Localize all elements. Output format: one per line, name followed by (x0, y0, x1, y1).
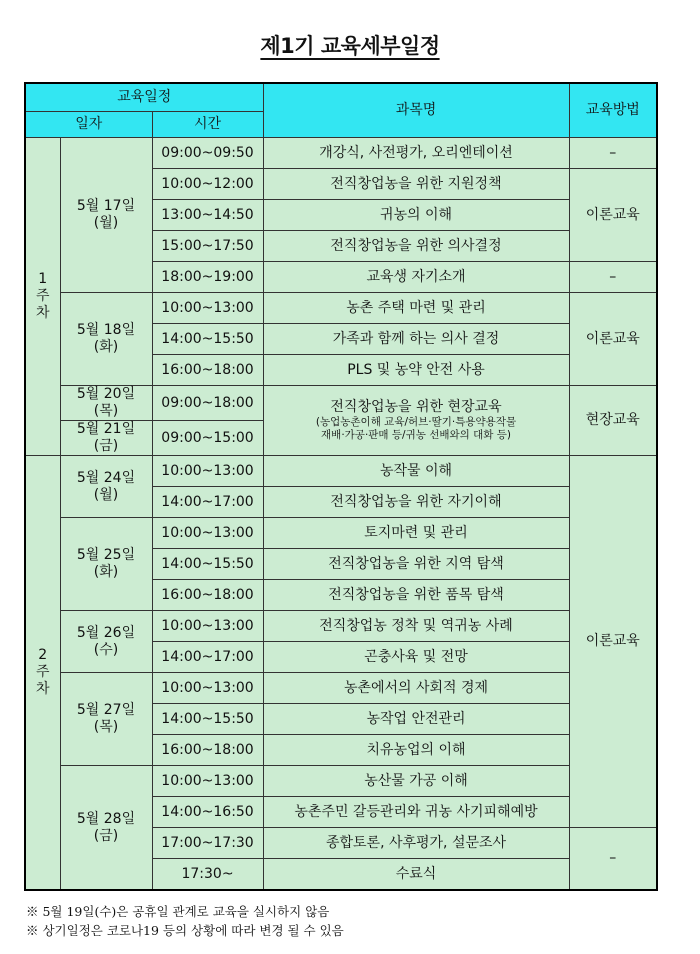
date-cell: 5월 25일 (화) (60, 518, 152, 611)
header-date: 일자 (25, 112, 152, 138)
date-cell: 5월 20일 (목) (60, 386, 152, 421)
subject-cell: 토지마련 및 관리 (263, 518, 569, 549)
time-cell: 14:00~15:50 (152, 704, 263, 735)
time-cell: 17:30~ (152, 859, 263, 891)
footnote: ※ 상기일정은 코로나19 등의 상황에 따라 변경 될 수 있음 (26, 923, 344, 938)
time-cell: 16:00~18:00 (152, 355, 263, 386)
subject-cell: 교육생 자기소개 (263, 262, 569, 293)
header-subject: 과목명 (263, 83, 569, 138)
subject-cell: 농산물 가공 이해 (263, 766, 569, 797)
header-method: 교육방법 (569, 83, 657, 138)
subject-cell: 종합토론, 사후평가, 설문조사 (263, 828, 569, 859)
subject-cell: 전직창업농 정착 및 역귀농 사례 (263, 611, 569, 642)
subject-cell: 가족과 함께 하는 의사 결정 (263, 324, 569, 355)
method-cell: 이론교육 (569, 456, 657, 828)
time-cell: 14:00~17:00 (152, 487, 263, 518)
header-time: 시간 (152, 112, 263, 138)
method-cell: 현장교육 (569, 386, 657, 456)
time-cell: 10:00~13:00 (152, 766, 263, 797)
table-row (25, 766, 657, 797)
subject-cell: 개강식, 사전평가, 오리엔테이션 (263, 138, 569, 169)
table-row (25, 386, 657, 421)
time-cell: 14:00~16:50 (152, 797, 263, 828)
field-training-title: 전직창업농을 위한 현장교육 (330, 399, 502, 415)
subject-cell: 농작업 안전관리 (263, 704, 569, 735)
time-cell: 14:00~17:00 (152, 642, 263, 673)
subject-cell: 수료식 (263, 859, 569, 891)
method-cell: – (569, 828, 657, 891)
time-cell: 13:00~14:50 (152, 200, 263, 231)
subject-cell: 곤충사육 및 전망 (263, 642, 569, 673)
table-row (25, 518, 657, 549)
date-cell: 5월 21일 (금) (60, 421, 152, 456)
field-training-note: (농업농촌이해 교육/허브·딸기·특용약용작물 (315, 416, 517, 428)
subject-cell: 전직창업농을 위한 의사결정 (263, 231, 569, 262)
header-schedule: 교육일정 (25, 83, 263, 112)
time-cell: 16:00~18:00 (152, 580, 263, 611)
header-row (25, 83, 657, 112)
subject-cell: 농촌주민 갈등관리와 귀농 사기피해예방 (263, 797, 569, 828)
date-cell: 5월 18일 (화) (60, 293, 152, 386)
footnotes (26, 902, 344, 940)
time-cell: 10:00~13:00 (152, 518, 263, 549)
subject-cell: 농촌에서의 사회적 경제 (263, 673, 569, 704)
time-cell: 10:00~13:00 (152, 456, 263, 487)
method-cell: 이론교육 (569, 169, 657, 262)
subject-cell: 전직창업농을 위한 지역 탐색 (263, 549, 569, 580)
time-cell: 10:00~13:00 (152, 293, 263, 324)
table-row (25, 456, 657, 487)
table-row (25, 611, 657, 642)
time-cell: 16:00~18:00 (152, 735, 263, 766)
date-cell: 5월 27일 (목) (60, 673, 152, 766)
method-cell: – (569, 262, 657, 293)
time-cell: 09:00~15:00 (152, 421, 263, 456)
time-cell: 18:00~19:00 (152, 262, 263, 293)
time-cell: 10:00~12:00 (152, 169, 263, 200)
table-row (25, 293, 657, 324)
subject-cell: 귀농의 이해 (263, 200, 569, 231)
time-cell: 09:00~09:50 (152, 138, 263, 169)
time-cell: 15:00~17:50 (152, 231, 263, 262)
date-cell: 5월 26일 (수) (60, 611, 152, 673)
date-cell: 5월 24일 (월) (60, 456, 152, 518)
subject-cell: 치유농업의 이해 (263, 735, 569, 766)
page-title: 제1기 교육세부일정 (260, 34, 440, 58)
table-row (25, 673, 657, 704)
date-cell: 5월 28일 (금) (60, 766, 152, 891)
time-cell: 14:00~15:50 (152, 549, 263, 580)
time-cell: 10:00~13:00 (152, 611, 263, 642)
schedule-table (24, 82, 658, 891)
time-cell: 14:00~15:50 (152, 324, 263, 355)
subject-cell: 전직창업농을 위한 품목 탐색 (263, 580, 569, 611)
subject-cell: 농작물 이해 (263, 456, 569, 487)
time-cell: 10:00~13:00 (152, 673, 263, 704)
subject-cell: 전직창업농을 위한 자기이해 (263, 487, 569, 518)
date-cell: 5월 17일 (월) (60, 138, 152, 293)
week-1-cell: 1 주 차 (25, 138, 60, 456)
subject-cell: 농촌 주택 마련 및 관리 (263, 293, 569, 324)
subject-cell: 전직창업농을 위한 지원정책 (263, 169, 569, 200)
field-training-note: 재배·가공·판매 등/귀농 선배와의 대화 등) (321, 429, 511, 441)
method-cell: 이론교육 (569, 293, 657, 386)
table-row (25, 138, 657, 169)
method-cell: – (569, 138, 657, 169)
field-training-cell (263, 386, 569, 456)
subject-cell: PLS 및 농약 안전 사용 (263, 355, 569, 386)
time-cell: 09:00~18:00 (152, 386, 263, 421)
week-2-cell: 2 주 차 (25, 456, 60, 891)
footnote: ※ 5월 19일(수)은 공휴일 관계로 교육을 실시하지 않음 (26, 904, 330, 919)
time-cell: 17:00~17:30 (152, 828, 263, 859)
